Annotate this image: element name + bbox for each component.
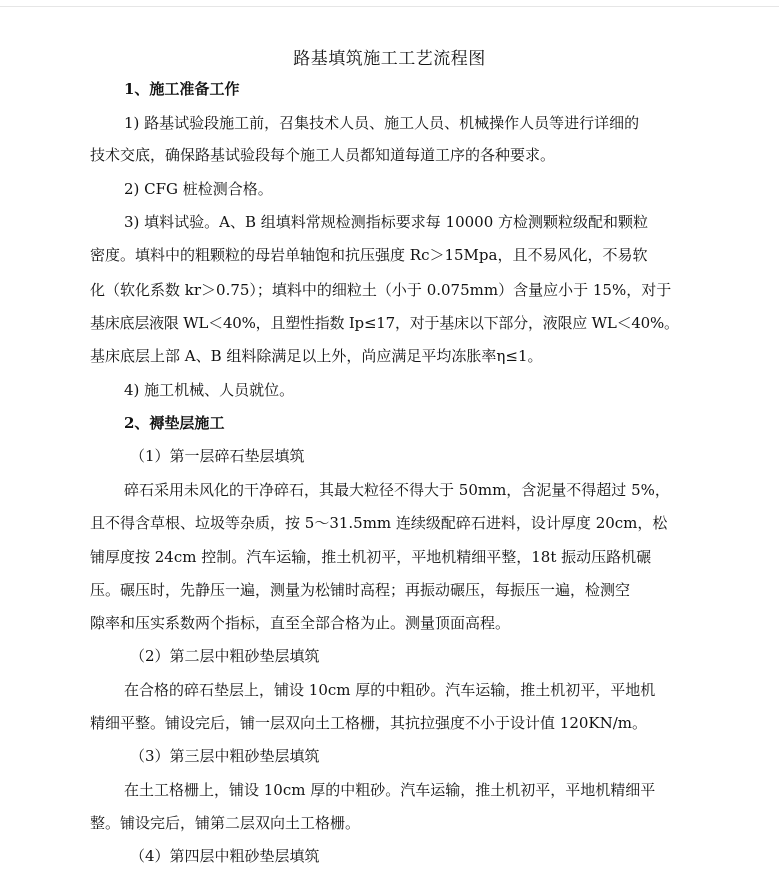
paragraph-line: 整。铺设完后，铺第二层双向土工格栅。 bbox=[90, 814, 361, 832]
paragraph-line: 技术交底，确保路基试验段每个施工人员都知道每道工序的各种要求。 bbox=[90, 146, 556, 164]
section-heading-cushion: 2、褥垫层施工 bbox=[124, 414, 225, 432]
paragraph-line: 精细平整。铺设完后，铺一层双向土工格栅，其抗拉强度不小于设计值 120KN/m。 bbox=[90, 714, 648, 732]
subsection-heading: （1）第一层碎石垫层填筑 bbox=[130, 447, 305, 465]
paragraph-line: 密度。填料中的粗颗粒的母岩单轴饱和抗压强度 Rc＞15Mpa，且不易风化，不易软 bbox=[90, 246, 648, 264]
paragraph-line: 碎石采用未风化的干净碎石，其最大粒径不得大于 50mm，含泥量不得超过 5%， bbox=[124, 481, 670, 499]
paragraph-line: 且不得含草根、垃圾等杂质，按 5～31.5mm 连续级配碎石进料，设计厚度 20cm，松 bbox=[90, 514, 668, 532]
section-heading-prep: 1、施工准备工作 bbox=[124, 80, 240, 98]
subsection-heading: （2）第二层中粗砂垫层填筑 bbox=[130, 647, 320, 665]
paragraph-line: 在土工格栅上，铺设 10cm 厚的中粗砂。汽车运输，推土机初平，平地机精细平 bbox=[124, 781, 656, 799]
paragraph-line: 隙率和压实系数两个指标，直至全部合格为止。测量顶面高程。 bbox=[90, 614, 511, 632]
subsection-heading: （4）第四层中粗砂垫层填筑 bbox=[130, 847, 320, 865]
paragraph-line: 压。碾压时，先静压一遍，测量为松铺时高程；再振动碾压，每振压一遍，检测空 bbox=[90, 581, 631, 599]
paragraph-line: 在合格的碎石垫层上，铺设 10cm 厚的中粗砂。汽车运输，推土机初平，平地机 bbox=[124, 681, 656, 699]
subsection-heading: （3）第三层中粗砂垫层填筑 bbox=[130, 747, 320, 765]
paragraph-line: 基床底层上部 A、B 组料除满足以上外，尚应满足平均冻胀率η≤1。 bbox=[90, 347, 543, 365]
paragraph-line: 基床底层液限 WL＜40%，且塑性指数 Ip≤17，对于基床以下部分，液限应 WL＜40%。 bbox=[90, 314, 679, 332]
paragraph-line: 4) 施工机械、人员就位。 bbox=[124, 381, 295, 399]
paragraph-line: 3) 填料试验。A、B 组填料常规检测指标要求每 10000 方检测颗粒级配和颗粒 bbox=[124, 213, 649, 231]
paragraph-line: 1) 路基试验段施工前，召集技术人员、施工人员、机械操作人员等进行详细的 bbox=[124, 114, 640, 132]
paragraph-line: 化（软化系数 kr＞0.75）；填料中的细粒土（小于 0.075mm）含量应小于 15%，对于 bbox=[90, 281, 672, 299]
document-title: 路基填筑施工工艺流程图 bbox=[293, 49, 486, 69]
paragraph-line: 铺厚度按 24cm 控制。汽车运输，推土机初平，平地机精细平整，18t 振动压路机碾 bbox=[90, 548, 652, 566]
paragraph-line: 2) CFG 桩检测合格。 bbox=[124, 180, 273, 198]
